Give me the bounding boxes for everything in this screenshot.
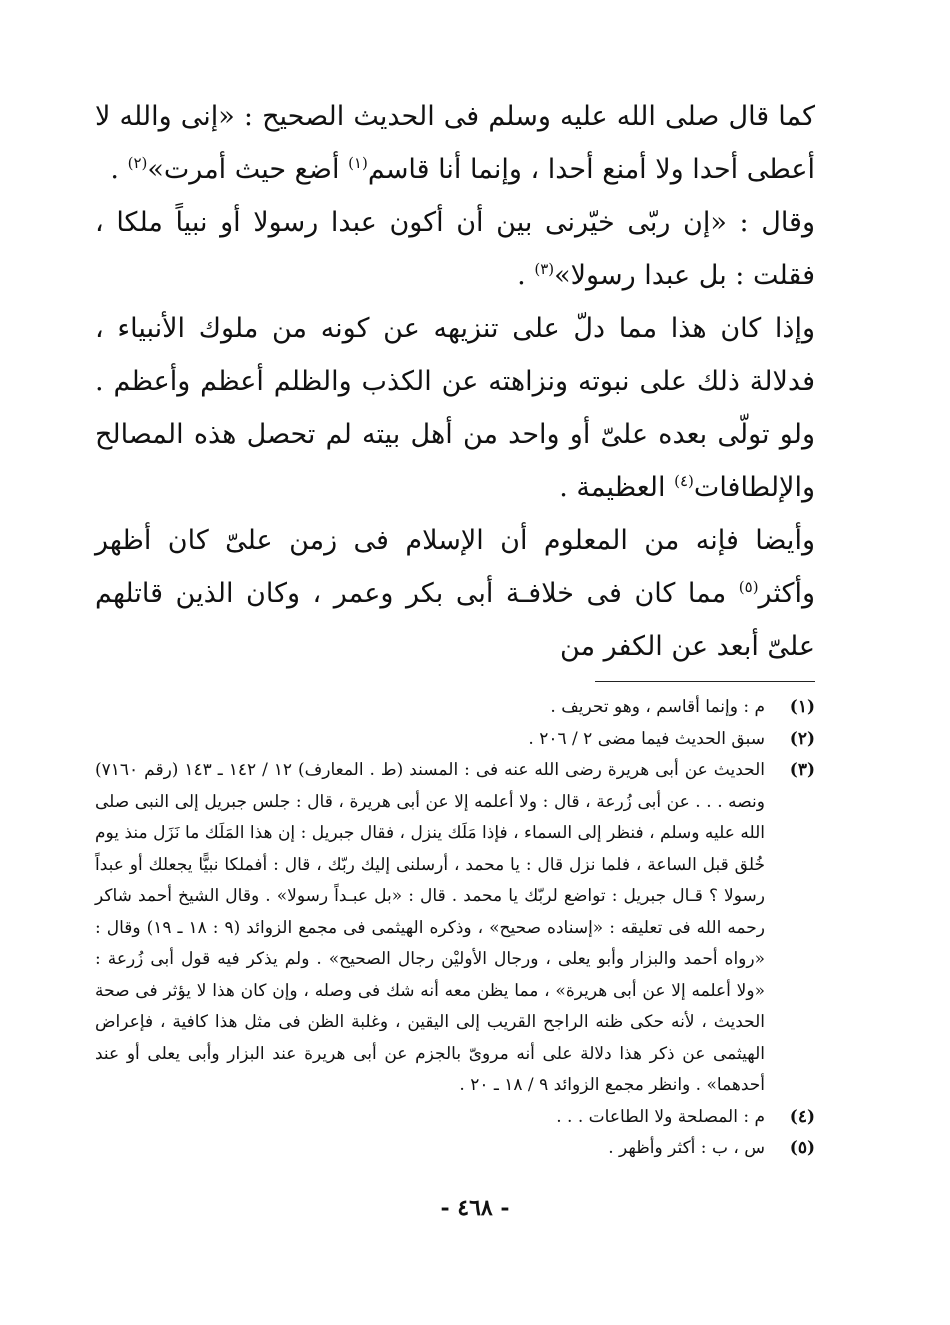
- text-run: العظيمة .: [559, 472, 675, 503]
- paragraph-2: [95, 196, 815, 302]
- footnote-ref-2: (٢): [127, 154, 148, 172]
- footnote-number: (٤): [789, 1106, 815, 1127]
- text-run: وإذا كان هذا مما دلّ على تنزيهه عن كونه من ملوك الأنبياء ، فدلالة ذلك على نبوته ونزاهته عن الكذب والظلم أعظم وأعظم . ولو تولّى بعده علىّ أو واحد من أهل بيته لم تحصل هذه المصالح والإلطافات: [95, 313, 815, 503]
- footnote-3: [95, 755, 815, 1102]
- page-content: [95, 90, 815, 1165]
- footnote-divider: [595, 681, 815, 682]
- footnote-ref-4: (٤): [674, 472, 694, 490]
- paragraph-4: [95, 514, 815, 673]
- footnote-text: س ، ب : أكثر وأظهر .: [608, 1138, 765, 1158]
- footnote-text: م : المصلحة ولا الطاعات . . .: [556, 1106, 765, 1127]
- text-run: وأيضا فإنه من المعلوم أن الإسلام فى زمن علىّ كان أظهر وأكثر: [95, 525, 815, 609]
- footnote-number: (٢): [789, 728, 815, 749]
- paragraph-3: [95, 302, 815, 514]
- footnote-number: (٥): [789, 1138, 815, 1158]
- text-run: وقال : «إن ربّى خيّرنى بين أن أكون عبدا رسولا أو نبياً ملكا ، فقلت : بل عبدا رسولا»: [95, 207, 815, 291]
- footnote-text: سبق الحديث فيما مضى ٢ / ٢٠٦ .: [528, 728, 765, 749]
- text-run: .: [517, 260, 535, 291]
- footnote-text: الحديث عن أبى هريرة رضى الله عنه فى : المسند (ط . المعارف) ١٢ / ١٤٢ ـ ١٤٣ (رقم ٧١٦٠) ونصه . . . عن أبى زُرعة ، قال : ولا أعلمه إلا عن أبى هريرة ، قال : جلس جبريل إلى النبى صلى الله عليه وسلم ، فنظر إلى السماء ، فإذا مَلَك ينزل ، فقال جبريل : إن هذا المَلَك ما نَزَل منذ يوم خُلق قبل الساعة ، فلما نزل قال : يا محمد ، أرسلنى إليك ربّك ، قال : أفملكا نبيًّا يجعلك أو عبداً رسولا ؟ قـال جبريل : تواضع لربّك يا محمد . قال : «بل عبـداً رسولا» . وقال الشيخ أحمد شاكر رحمه الله فى تعليقه : «إسناده صحيح» ، وذكره الهيثمى فى مجمع الزوائد (٩ : ١٨ ـ ١٩) وقال : «رواه أحمد والبزار وأبو يعلى ، ورجال الأوليْن رجال الصحيح» . ولم يذكر فيه قول أبى زُرعة : «ولا أعلمه إلا عن أبى هريرة» ، مما يظن معه أنه شك فى وصله ، وإن كان هذا لا يؤثر فى صحة الحديث ، لأنه حكى ظنه الراجح القريب إلى اليقين ، وغلبة الظن فى مثل هذا كافية ، فإعراض الهيثمى عن ذكر هذا دلالة على أنه مروىّ بالجزم عن أبى هريرة عند البزار وأبى يعلى أو عند أحدهما» . وانظر مجمع الزوائد ٩ / ١٨ ـ ٢٠ .: [95, 760, 765, 1095]
- footnote-ref-5: (٥): [738, 578, 759, 596]
- page-number: - ٤٦٨ -: [440, 1195, 510, 1221]
- text-run: كما قال صلى الله عليه وسلم فى الحديث الصحيح : «إنى والله لا أعطى أحدا ولا أمنع أحدا ، وإنما أنا قاسم: [95, 101, 815, 185]
- footnotes: [95, 692, 815, 1165]
- text-run: أضع حيث أمرت»: [147, 154, 349, 185]
- footnote-number: (٣): [789, 760, 815, 780]
- footnote-5: [95, 1133, 815, 1165]
- footnote-number: (١): [789, 697, 815, 717]
- footnote-4: [95, 1102, 815, 1134]
- footnote-text: م : وإنما أقاسم ، وهو تحريف .: [550, 697, 765, 717]
- text-run: .: [110, 154, 128, 185]
- footnote-1: [95, 692, 815, 724]
- footnote-2: [95, 724, 815, 756]
- text-run: مما كان فى خلافـة أبى بكر وعمر ، وكان الذين قاتلهم علىّ أبعد عن الكفر من: [95, 578, 815, 662]
- footnote-ref-3: (٣): [534, 260, 555, 278]
- paragraph-1: [95, 90, 815, 196]
- footnote-ref-1: (١): [348, 154, 368, 172]
- main-text: [95, 90, 815, 673]
